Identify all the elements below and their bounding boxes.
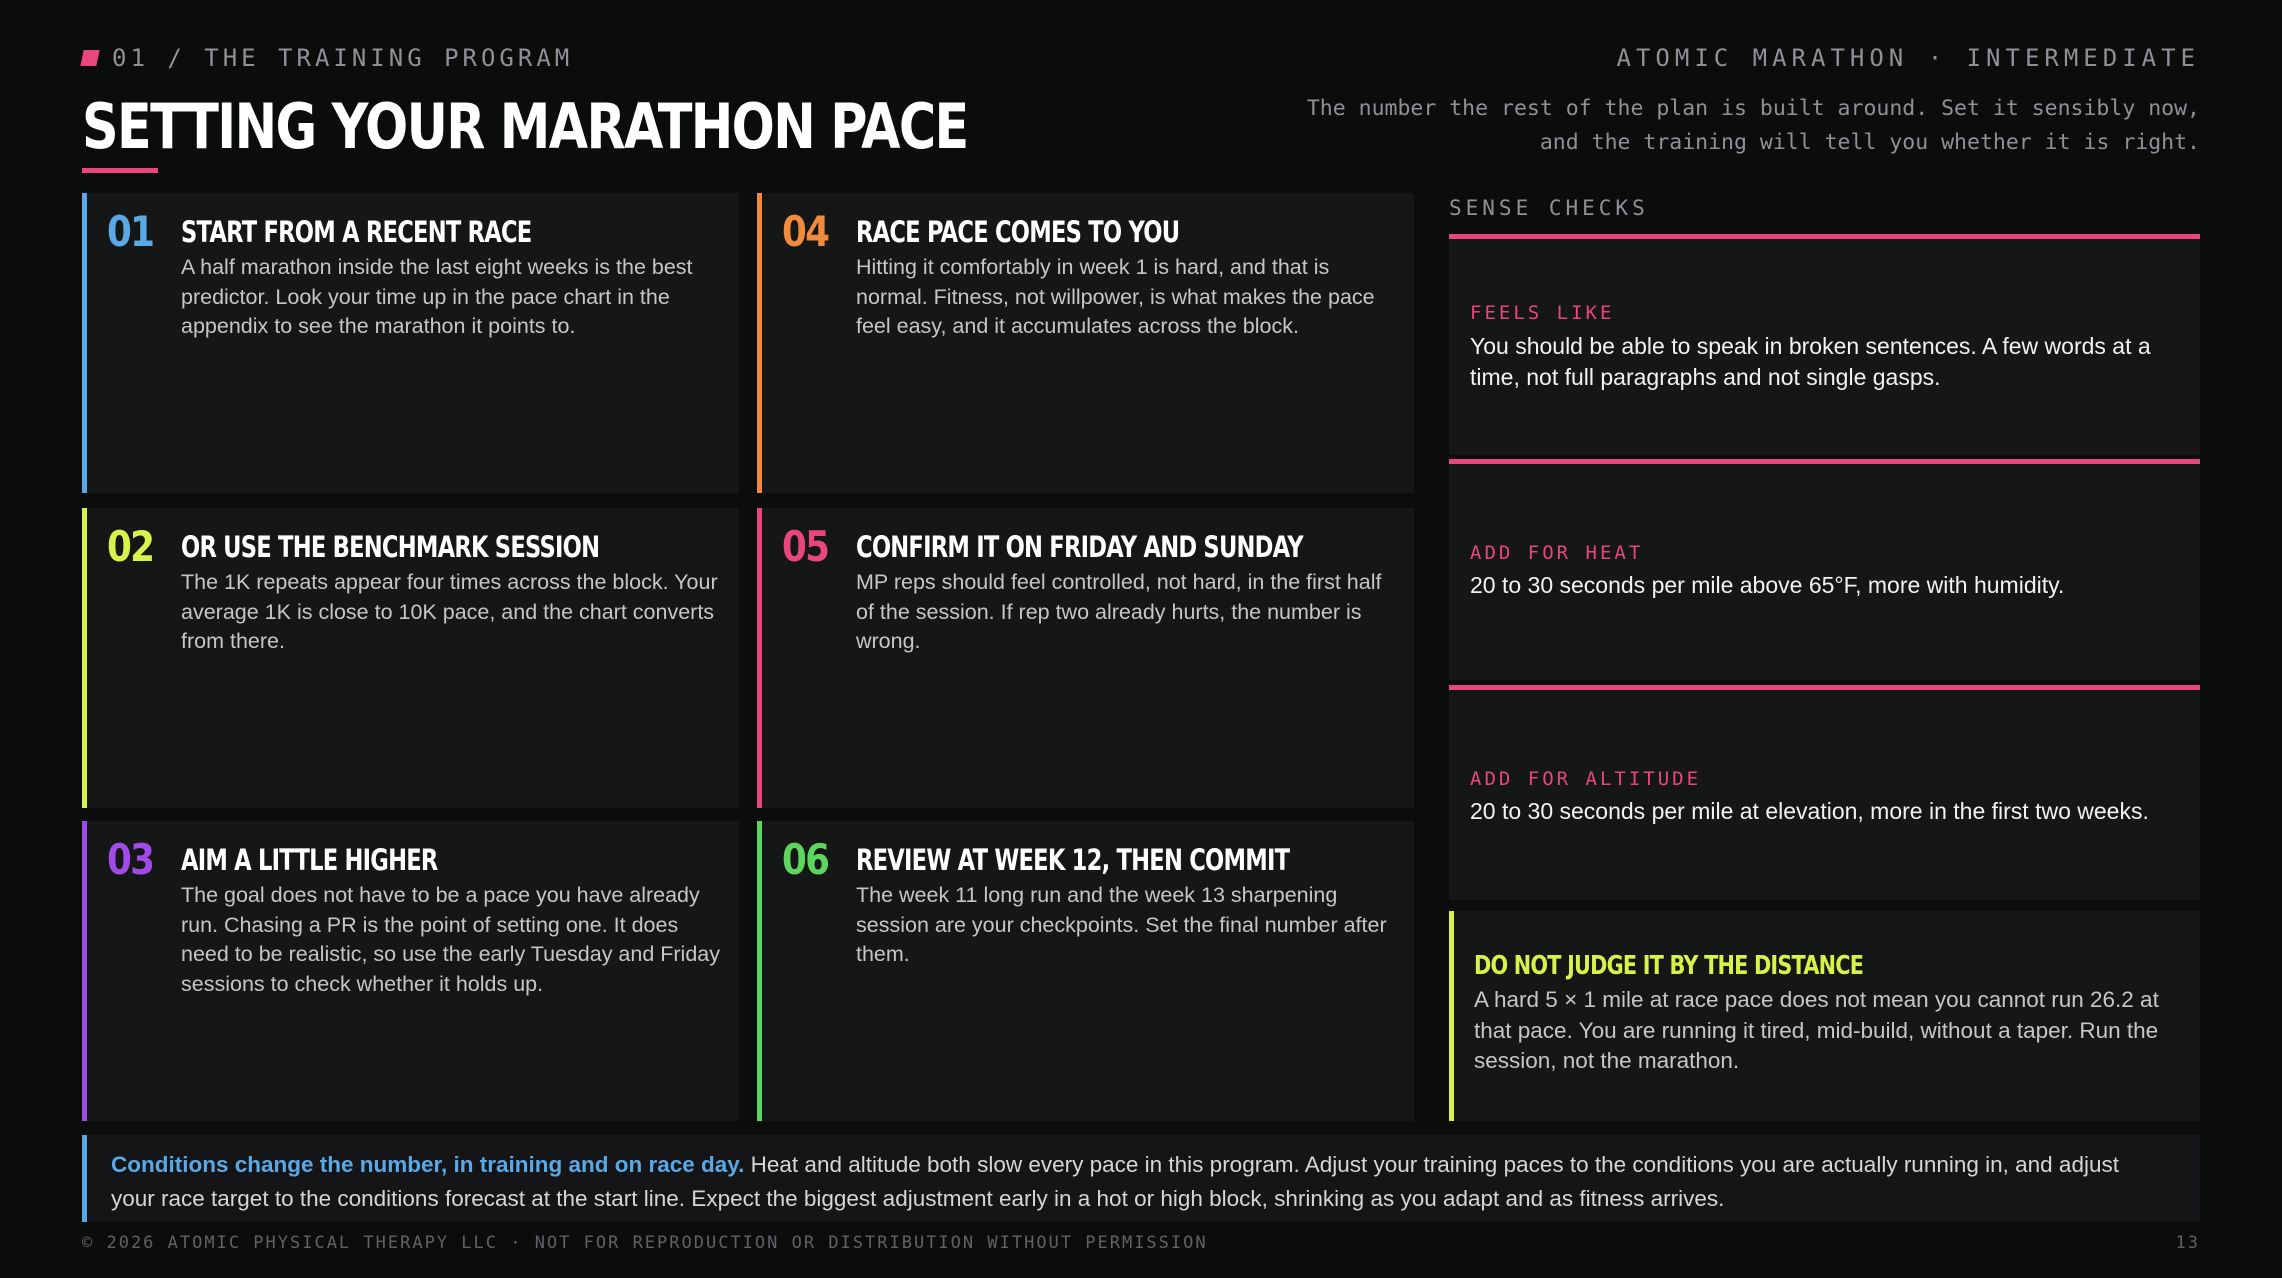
sense-check-heat bbox=[1449, 459, 2200, 680]
sense-check-text: 20 to 30 seconds per mile above 65°F, more with humidity. bbox=[1470, 572, 2065, 598]
step-number: 06 bbox=[782, 835, 829, 884]
eyebrow-text: 01 / THE TRAINING PROGRAM bbox=[112, 44, 574, 72]
step-card-03 bbox=[82, 821, 739, 1121]
step-title: CONFIRM IT ON FRIDAY AND SUNDAY bbox=[856, 530, 1303, 564]
sense-check-text: You should be able to speak in broken sentences. A few words at a time, not full paragraphs and not single gasps. bbox=[1470, 333, 2151, 390]
copyright-notice: © 2026 ATOMIC PHYSICAL THERAPY LLC · NOT FOR REPRODUCTION OR DISTRIBUTION WITHOUT PERMISSION bbox=[82, 1233, 1208, 1253]
step-title: START FROM A RECENT RACE bbox=[181, 215, 532, 249]
step-title: AIM A LITTLE HIGHER bbox=[181, 843, 438, 877]
sense-check-altitude bbox=[1449, 685, 2200, 900]
brand-label: ATOMIC MARATHON · INTERMEDIATE bbox=[1616, 44, 2200, 72]
page-title: SETTING YOUR MARATHON PACE bbox=[82, 90, 968, 163]
warning-body: A hard 5 × 1 mile at race pace does not mean you cannot run 26.2 at that pace. You are running it tired, mid-build, without a taper. Run the session, not the marathon. bbox=[1474, 987, 2159, 1073]
conditions-lead: Conditions change the number, in training and on race day. bbox=[111, 1152, 745, 1177]
step-number: 03 bbox=[107, 835, 154, 884]
conditions-text: Heat and altitude both slow every pace in this program. Adjust your training paces to the conditions you are actually running in, and adjust your race target to the conditions forecast at the start line. Expect the biggest adjustment early in a hot or high block, shrinking as you adapt and as fitness arrives. bbox=[111, 1152, 2119, 1211]
eyebrow-marker-icon bbox=[80, 50, 99, 66]
step-number: 02 bbox=[107, 522, 154, 571]
sense-check-feels-like bbox=[1449, 234, 2200, 455]
title-underline bbox=[82, 168, 158, 173]
step-number: 01 bbox=[107, 207, 154, 256]
page-subtitle bbox=[1240, 92, 2200, 160]
step-title: REVIEW AT WEEK 12, THEN COMMIT bbox=[856, 843, 1290, 877]
step-number: 05 bbox=[782, 522, 829, 571]
step-card-06 bbox=[757, 821, 1414, 1121]
step-title: OR USE THE BENCHMARK SESSION bbox=[181, 530, 600, 564]
step-number: 04 bbox=[782, 207, 829, 256]
sense-check-label: ADD FOR ALTITUDE bbox=[1470, 768, 1702, 790]
step-card-01 bbox=[82, 193, 739, 493]
step-body: Hitting it comfortably in week 1 is hard, and that is normal. Fitness, not willpower, is what makes the pace feel easy, and it accumulates across the block. bbox=[856, 255, 1375, 338]
warning-title: DO NOT JUDGE IT BY THE DISTANCE bbox=[1474, 951, 1864, 981]
section-eyebrow bbox=[82, 44, 573, 72]
step-card-02 bbox=[82, 508, 739, 808]
sense-checks-heading: SENSE CHECKS bbox=[1449, 196, 1649, 220]
step-body: MP reps should feel controlled, not hard, in the first half of the session. If rep two already hurts, the number is wrong. bbox=[856, 570, 1382, 653]
step-body: The 1K repeats appear four times across the block. Your average 1K is close to 10K pace, and the chart converts from there. bbox=[181, 570, 718, 653]
page-number: 13 bbox=[2175, 1233, 2200, 1253]
step-title: RACE PACE COMES TO YOU bbox=[856, 215, 1180, 249]
step-body: The goal does not have to be a pace you have already run. Chasing a PR is the point of setting one. It does need to be realistic, so use the early Tuesday and Friday sessions to check whether it holds up. bbox=[181, 883, 721, 996]
step-body: The week 11 long run and the week 13 sharpening session are your checkpoints. Set the final number after them. bbox=[856, 883, 1387, 966]
distance-warning-callout bbox=[1449, 911, 2200, 1121]
subtitle-line-2: and the training will tell you whether it is right. bbox=[1539, 130, 2200, 155]
conditions-note bbox=[82, 1135, 2200, 1222]
step-card-05 bbox=[757, 508, 1414, 808]
sense-check-label: FEELS LIKE bbox=[1470, 302, 1615, 324]
sense-check-label: ADD FOR HEAT bbox=[1470, 542, 1644, 564]
step-body: A half marathon inside the last eight weeks is the best predictor. Look your time up in the pace chart in the appendix to see the marathon it points to. bbox=[181, 255, 693, 338]
step-card-04 bbox=[757, 193, 1414, 493]
sense-check-text: 20 to 30 seconds per mile at elevation, more in the first two weeks. bbox=[1470, 798, 2149, 824]
subtitle-line-1: The number the rest of the plan is built around. Set it sensibly now, bbox=[1306, 96, 2200, 121]
